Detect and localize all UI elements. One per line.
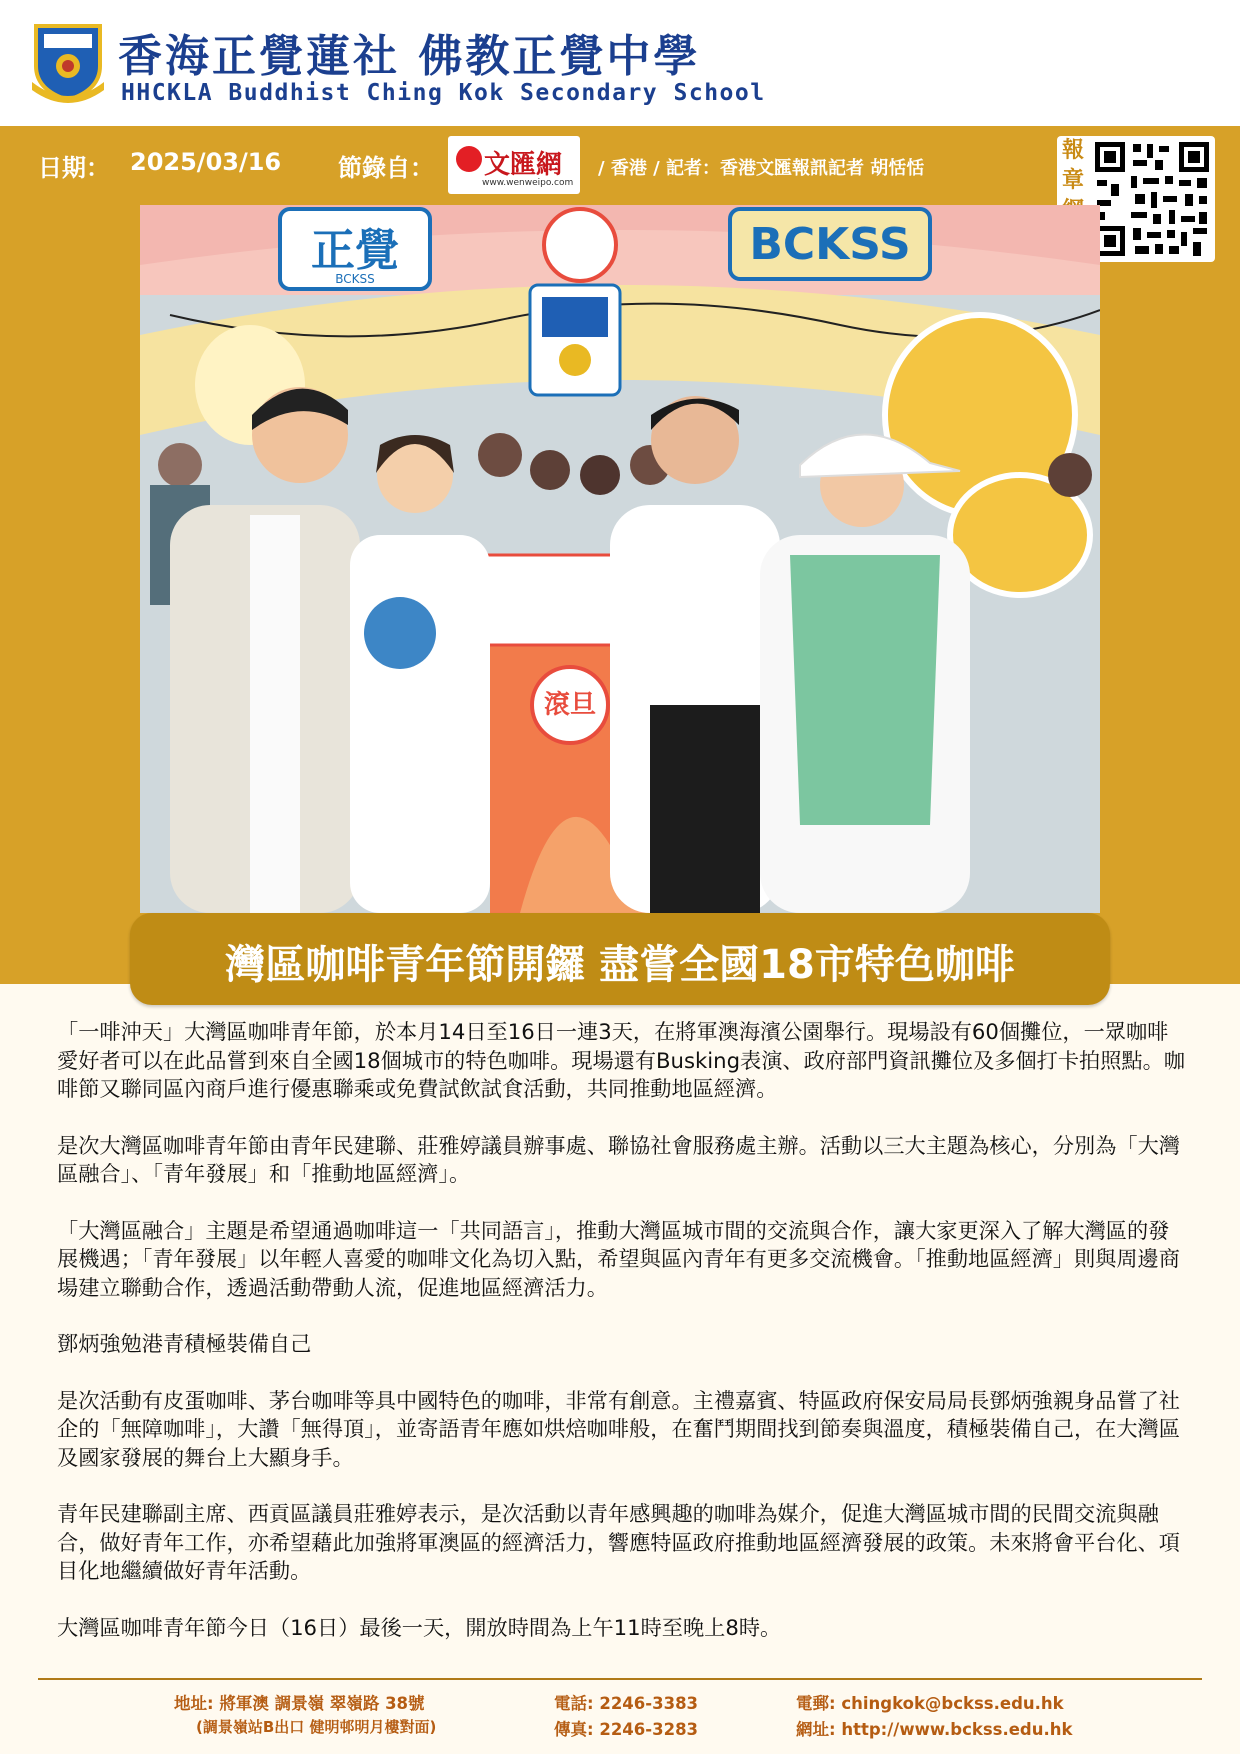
headline: 灣區咖啡青年節開鑼 盡嘗全國18市特色咖啡 (225, 942, 1015, 988)
footer-divider (38, 1678, 1202, 1680)
source-label: 節錄自： (338, 154, 434, 182)
article-paragraph: 「大灣區融合」主題是希望通過咖啡這一「共同語言」，推動大灣區城市間的交流與合作，讓大家更深入了解大灣區的發展機遇；「青年發展」以年輕人喜愛的咖啡文化為切入點，希望與區內青年有更多交流機會。「推動地區經濟」則與周邊商場建立聯動合作，透過活動帶動人流，促進地區經濟活力。 (57, 1217, 1180, 1300)
school-crest-icon (28, 20, 108, 104)
event-photo (140, 205, 1100, 913)
newspaper-url: www.wenweipo.com (482, 178, 574, 188)
footer-address-note: (調景嶺站B出口 健明邨明月樓對面) (196, 1718, 437, 1736)
date-value: 2025/03/16 (130, 148, 282, 176)
article-paragraph: 大灣區咖啡青年節今日（16日）最後一天，開放時間為上午11時至晚上8時。 (57, 1614, 782, 1640)
footer-address: 地址: 將軍澳 調景嶺 翠嶺路 38號 (174, 1694, 425, 1713)
school-name-english: HHCKLA Buddhist Ching Kok Secondary School (121, 80, 766, 106)
qr-code-icon[interactable] (1089, 136, 1215, 262)
date-label: 日期： (38, 154, 110, 182)
article-body (57, 1018, 1185, 1642)
photo-booth-sign: 滾旦 (543, 690, 597, 720)
article-paragraph: 是次大灣區咖啡青年節由青年民建聯、莊雅婷議員辦事處、聯協社會服務處主辦。活動以三大主題為核心，分別為「大灣區融合」、「青年發展」和「推動地區經濟」。 (57, 1132, 1180, 1186)
photo-sign-right: BCKSS (749, 219, 911, 270)
footer-fax: 傳真: 2246-3283 (554, 1720, 699, 1739)
newspaper-mark-icon (456, 146, 482, 172)
headline-banner (130, 913, 1110, 1005)
photo-sign-left-sub: BCKSS (335, 272, 375, 286)
footer-email-link[interactable]: 電郵: chingkok@bckss.edu.hk (796, 1694, 1064, 1713)
byline: / 香港 / 記者：香港文匯報訊記者 胡恬恬 (598, 158, 925, 179)
photo-sign-left: 正覺 (311, 225, 399, 276)
article-paragraph: 「一啡沖天」大灣區咖啡青年節，於本月14日至16日一連3天，在將軍澳海濱公園舉行。現場設有60個攤位，一眾咖啡愛好者可以在此品嘗到來自全國18個城市的特色咖啡。現場還有Busking表演、政府部門資訊攤位及多個打卡拍照點。咖啡節又聯同區內商戶進行優惠聯乘或免費試飲試食活動，共同推動地區經濟。 (57, 1019, 1185, 1101)
article-subheading: 鄧炳強勉港青積極裝備自己 (57, 1331, 312, 1356)
article-paragraph: 青年民建聯副主席、西貢區議員莊雅婷表示，是次活動以青年感興趣的咖啡為媒介，促進大灣區城市間的民間交流與融合，做好青年工作，亦希望藉此加強將軍澳區的經濟活力，響應特區政府推動地區經濟發展的政策。未來將會平台化、項目化地繼續做好青年活動。 (57, 1501, 1180, 1583)
newspaper-name: 文匯網 (484, 150, 563, 180)
footer-phone: 電話: 2246-3383 (554, 1694, 699, 1713)
school-name-chinese: 香海正覺蓮社 佛教正覺中學 (118, 31, 701, 82)
footer-website-link[interactable]: 網址: http://www.bckss.edu.hk (796, 1720, 1073, 1739)
qr-label-text: 報章 (1061, 138, 1084, 193)
article-paragraph: 是次活動有皮蛋咖啡、茅台咖啡等具中國特色的咖啡，非常有創意。主禮嘉賓、特區政府保安局局長鄧炳強親身品嘗了社企的「無障咖啡」，大讚「無得頂」，並寄語青年應如烘焙咖啡般，在奮鬥期間找到節奏與溫度，積極裝備自己，在大灣區及國家發展的舞台上大顯身手。 (57, 1387, 1180, 1470)
letterhead (0, 0, 1240, 126)
newspaper-logo (448, 136, 580, 194)
